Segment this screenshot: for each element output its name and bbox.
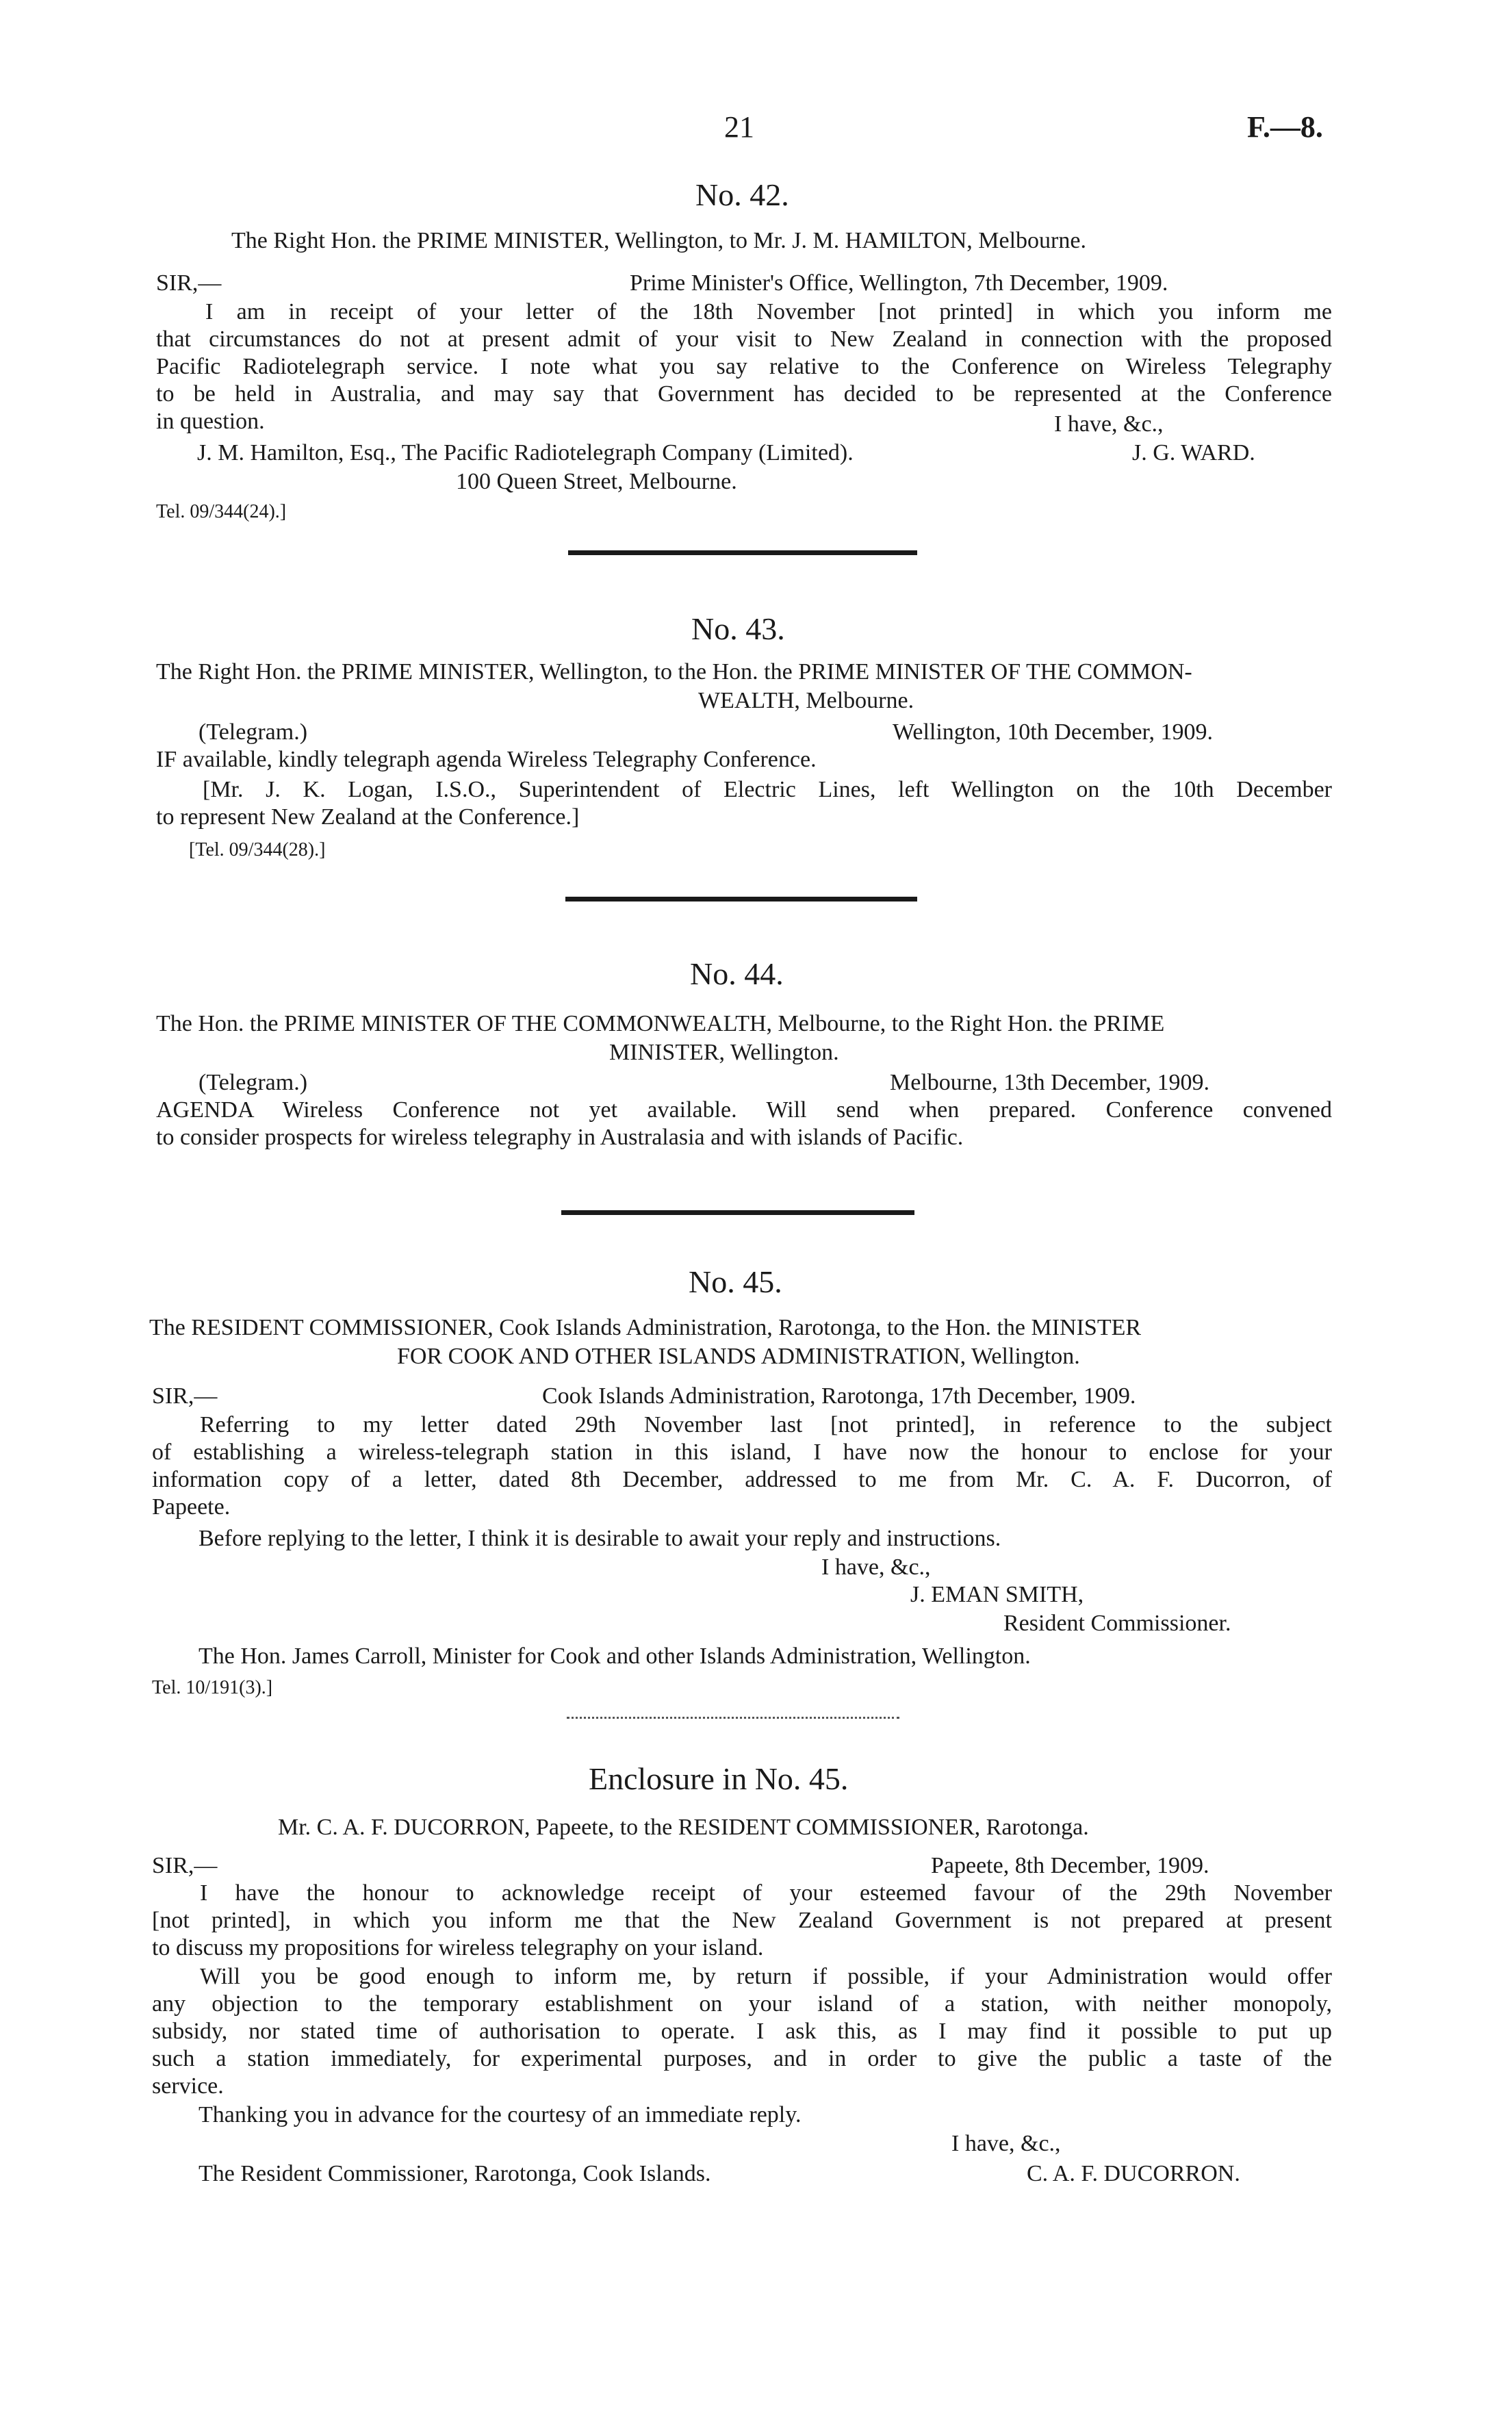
letter-43-file-reference: [Tel. 09/344(28).] — [189, 839, 326, 860]
letter-43-note-line: to represent New Zealand at the Conference.] — [156, 804, 580, 830]
section-divider — [561, 1210, 914, 1215]
enclosure-addressee: The Resident Commissioner, Rarotonga, Cook Islands. — [198, 2161, 711, 2186]
letter-45-body-line: of establishing a wireless-telegraph station in this island, I have now the honour to enclose for your — [152, 1440, 1332, 1465]
enclosure-salutation: SIR,— — [152, 1853, 218, 1878]
enclosure-paragraph-three: Thanking you in advance for the courtesy of an immediate reply. — [198, 2102, 802, 2127]
letter-45-addressee: The Hon. James Carroll, Minister for Cook and other Islands Administration, Wellington. — [198, 1644, 1031, 1669]
enclosure-paragraph-line: any objection to the temporary establishment on your island of a station, with neither monopoly, — [152, 1991, 1332, 2017]
letter-44-heading-line: MINISTER, Wellington. — [609, 1040, 839, 1065]
letter-44-body-line: AGENDA Wireless Conference not yet available. Will send when prepared. Conference convened — [156, 1097, 1332, 1123]
enclosure-paragraph-line: [not printed], in which you inform me that the New Zealand Government is not prepared at present — [152, 1908, 1332, 1933]
letter-43-body: IF available, kindly telegraph agenda Wireless Telegraphy Conference. — [156, 747, 817, 772]
enclosure-paragraph-line: I have the honour to acknowledge receipt of your esteemed favour of the 29th November — [200, 1880, 1332, 1906]
letter-45-body-line: Referring to my letter dated 29th November last [not printed], in reference to the subject — [200, 1412, 1332, 1437]
enclosure-closing: I have, &c., — [951, 2131, 1061, 2156]
letter-42-body-line: in question. — [156, 409, 265, 434]
letter-42-dateline: Prime Minister's Office, Wellington, 7th December, 1909. — [630, 270, 1168, 296]
letter-44-heading-line: The Hon. the PRIME MINISTER OF THE COMMONWEALTH, Melbourne, to the Right Hon. the PRIME — [156, 1011, 1165, 1036]
letter-45-number: No. 45. — [689, 1264, 782, 1299]
letter-42-heading: The Right Hon. the PRIME MINISTER, Wellington, to Mr. J. M. HAMILTON, Melbourne. — [231, 228, 1086, 253]
letter-42-body-line: that circumstances do not at present admit of your visit to New Zealand in connection with the proposed — [156, 327, 1332, 352]
letter-42-closing: I have, &c., — [1054, 411, 1164, 437]
letter-44-type: (Telegram.) — [198, 1070, 308, 1095]
letter-45-file-reference: Tel. 10/191(3).] — [152, 1677, 273, 1698]
letter-45-signature: J. EMAN SMITH, — [910, 1582, 1084, 1607]
letter-44-dateline: Melbourne, 13th December, 1909. — [890, 1070, 1209, 1095]
letter-42-addressee: J. M. Hamilton, Esq., The Pacific Radiotelegraph Company (Limited). — [197, 440, 854, 465]
letter-43-note-line: [Mr. J. K. Logan, I.S.O., Superintendent of Electric Lines, left Wellington on the 10th December — [203, 777, 1332, 802]
letter-43-heading-line: WEALTH, Melbourne. — [698, 688, 914, 713]
section-divider — [565, 897, 917, 901]
page-number: 21 — [724, 110, 754, 144]
letter-42-salutation: SIR,— — [156, 270, 222, 296]
enclosure-paragraph-line: to discuss my propositions for wireless telegraphy on your island. — [152, 1935, 764, 1960]
enclosure-paragraph-line: such a station immediately, for experimental purposes, and in order to give the public a taste of the — [152, 2046, 1332, 2071]
enclosure-heading: Mr. C. A. F. DUCORRON, Papeete, to the RESIDENT COMMISSIONER, Rarotonga. — [278, 1815, 1089, 1840]
enclosure-paragraph-line: service. — [152, 2073, 224, 2099]
letter-45-body-line: information copy of a letter, dated 8th December, addressed to me from Mr. C. A. F. Ducorron, of — [152, 1467, 1332, 1492]
enclosure-paragraph-line: subsidy, nor stated time of authorisation to operate. I ask this, as I may find it possible to put up — [152, 2019, 1332, 2044]
enclosure-title: Enclosure in No. 45. — [589, 1761, 849, 1796]
letter-45-body-second-paragraph: Before replying to the letter, I think it is desirable to await your reply and instructions. — [198, 1526, 1001, 1551]
letter-45-closing: I have, &c., — [821, 1555, 931, 1580]
letter-44-number: No. 44. — [690, 956, 784, 991]
letter-45-body-line: Papeete. — [152, 1494, 231, 1520]
enclosure-paragraph-line: Will you be good enough to inform me, by return if possible, if your Administration would offer — [200, 1964, 1332, 1989]
letter-42-signature: J. G. WARD. — [1132, 440, 1255, 465]
letter-43-heading-line: The Right Hon. the PRIME MINISTER, Wellington, to the Hon. the PRIME MINISTER OF THE COMMON- — [156, 659, 1192, 685]
letter-45-dateline: Cook Islands Administration, Rarotonga, 17th December, 1909. — [542, 1383, 1136, 1409]
letter-43-number: No. 43. — [691, 611, 785, 646]
letter-43-type: (Telegram.) — [198, 719, 308, 745]
letter-42-number: No. 42. — [695, 177, 789, 212]
letter-42-body-line: Pacific Radiotelegraph service. I note what you say relative to the Conference on Wireless Telegraphy — [156, 354, 1332, 379]
letter-42-body-line: to be held in Australia, and may say that Government has decided to be represented at the Conference — [156, 381, 1332, 407]
enclosure-dateline: Papeete, 8th December, 1909. — [931, 1853, 1209, 1878]
document-reference: F.—8. — [1247, 110, 1323, 144]
letter-45-heading-line: FOR COOK AND OTHER ISLANDS ADMINISTRATION, Wellington. — [397, 1344, 1080, 1369]
letter-43-dateline: Wellington, 10th December, 1909. — [893, 719, 1214, 745]
section-divider-dotted — [567, 1717, 899, 1719]
section-divider — [568, 550, 917, 555]
letter-42-file-reference: Tel. 09/344(24).] — [156, 501, 287, 522]
letter-44-body-line: to consider prospects for wireless telegraphy in Australasia and with islands of Pacific. — [156, 1125, 964, 1150]
letter-45-heading-line: The RESIDENT COMMISSIONER, Cook Islands Administration, Rarotonga, to the Hon. the MINISTER — [149, 1315, 1142, 1340]
enclosure-signature: C. A. F. DUCORRON. — [1027, 2161, 1240, 2186]
letter-45-salutation: SIR,— — [152, 1383, 218, 1409]
letter-45-signature-title: Resident Commissioner. — [1003, 1611, 1231, 1636]
letter-42-address: 100 Queen Street, Melbourne. — [456, 469, 737, 494]
letter-42-body-line: I am in receipt of your letter of the 18th November [not printed] in which you inform me — [205, 299, 1332, 324]
